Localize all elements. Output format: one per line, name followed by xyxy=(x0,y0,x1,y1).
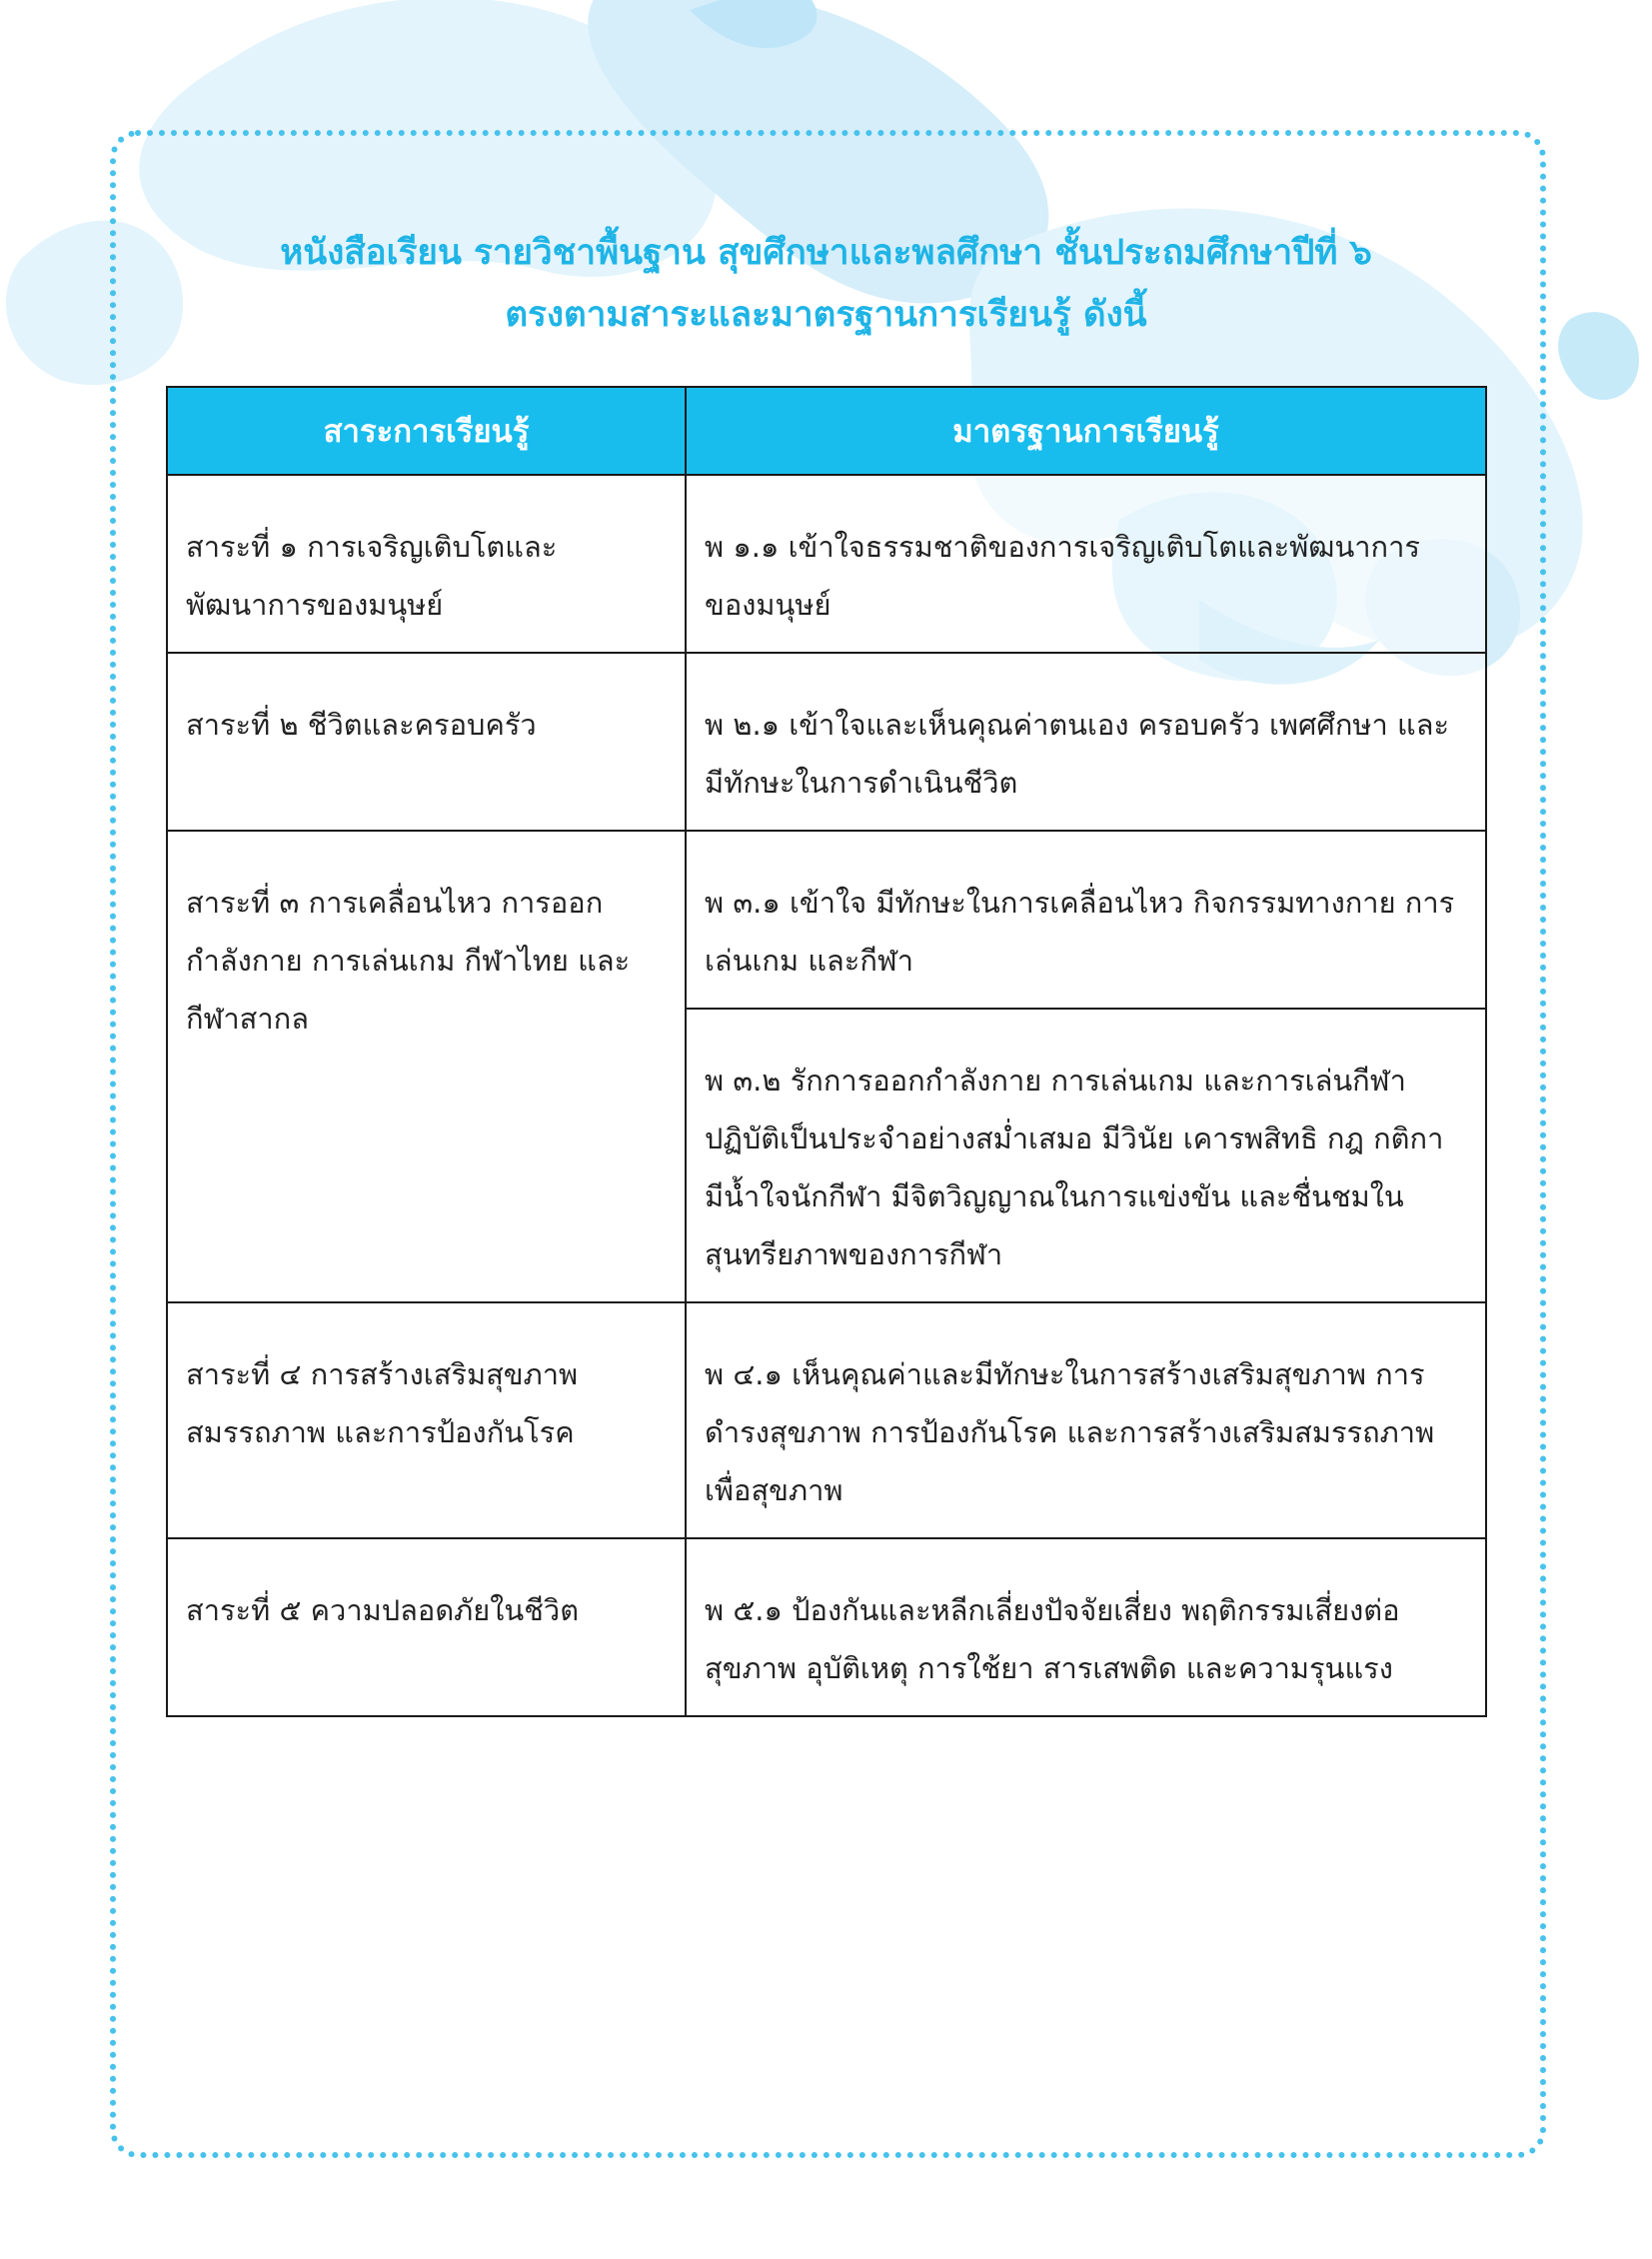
standard-cell: พ ๕.๑ ป้องกันและหลีกเลี่ยงปัจจัยเสี่ยง พฤติกรรมเสี่ยงต่อสุขภาพ อุบัติเหตุ การใช้ยา สารเสพติด และความรุนแรง xyxy=(686,1538,1486,1716)
table-row xyxy=(167,475,1486,653)
table-row xyxy=(167,653,1486,831)
table-row xyxy=(167,831,1486,1009)
strand-cell: สาระที่ ๓ การเคลื่อนไหว การออกกำลังกาย การเล่นเกม กีฬาไทย และกีฬาสากล xyxy=(167,831,686,1302)
strand-cell: สาระที่ ๔ การสร้างเสริมสุขภาพ สมรรถภาพ และการป้องกันโรค xyxy=(167,1302,686,1538)
standard-cell: พ ๔.๑ เห็นคุณค่าและมีทักษะในการสร้างเสริมสุขภาพ การดำรงสุขภาพ การป้องกันโรค และการสร้างเสริมสมรรถภาพเพื่อสุขภาพ xyxy=(686,1302,1486,1538)
standard-cell: พ ๓.๒ รักการออกกำลังกาย การเล่นเกม และการเล่นกีฬา ปฏิบัติเป็นประจำอย่างสม่ำเสมอ มีวินัย เคารพสิทธิ กฎ กติกา มีน้ำใจนักกีฬา มีจิตวิญญาณในการแข่งขัน และชื่นชมในสุนทรียภาพของการกีฬา xyxy=(686,1009,1486,1302)
strand-cell: สาระที่ ๑ การเจริญเติบโตและพัฒนาการของมนุษย์ xyxy=(167,475,686,653)
table-row xyxy=(167,1302,1486,1538)
title-line-1: หนังสือเรียน รายวิชาพื้นฐาน สุขศึกษาและพลศึกษา ชั้นประถมศึกษาปีที่ ๖ xyxy=(280,233,1372,273)
learning-standards-table xyxy=(166,386,1487,1717)
standard-cell: พ ๒.๑ เข้าใจและเห็นคุณค่าตนเอง ครอบครัว เพศศึกษา และมีทักษะในการดำเนินชีวิต xyxy=(686,653,1486,831)
title-line-2: ตรงตามสาระและมาตรฐานการเรียนรู้ ดังนี้ xyxy=(505,295,1147,335)
standard-cell: พ ๑.๑ เข้าใจธรรมชาติของการเจริญเติบโตและพัฒนาการของมนุษย์ xyxy=(686,475,1486,653)
page-title xyxy=(150,222,1502,346)
column-header-standard: มาตรฐานการเรียนรู้ xyxy=(686,387,1486,475)
standard-cell: พ ๓.๑ เข้าใจ มีทักษะในการเคลื่อนไหว กิจกรรมทางกาย การเล่นเกม และกีฬา xyxy=(686,831,1486,1009)
table-header-row xyxy=(167,387,1486,475)
strand-cell: สาระที่ ๒ ชีวิตและครอบครัว xyxy=(167,653,686,831)
table-row xyxy=(167,1538,1486,1716)
column-header-strand: สาระการเรียนรู้ xyxy=(167,387,686,475)
strand-cell: สาระที่ ๕ ความปลอดภัยในชีวิต xyxy=(167,1538,686,1716)
